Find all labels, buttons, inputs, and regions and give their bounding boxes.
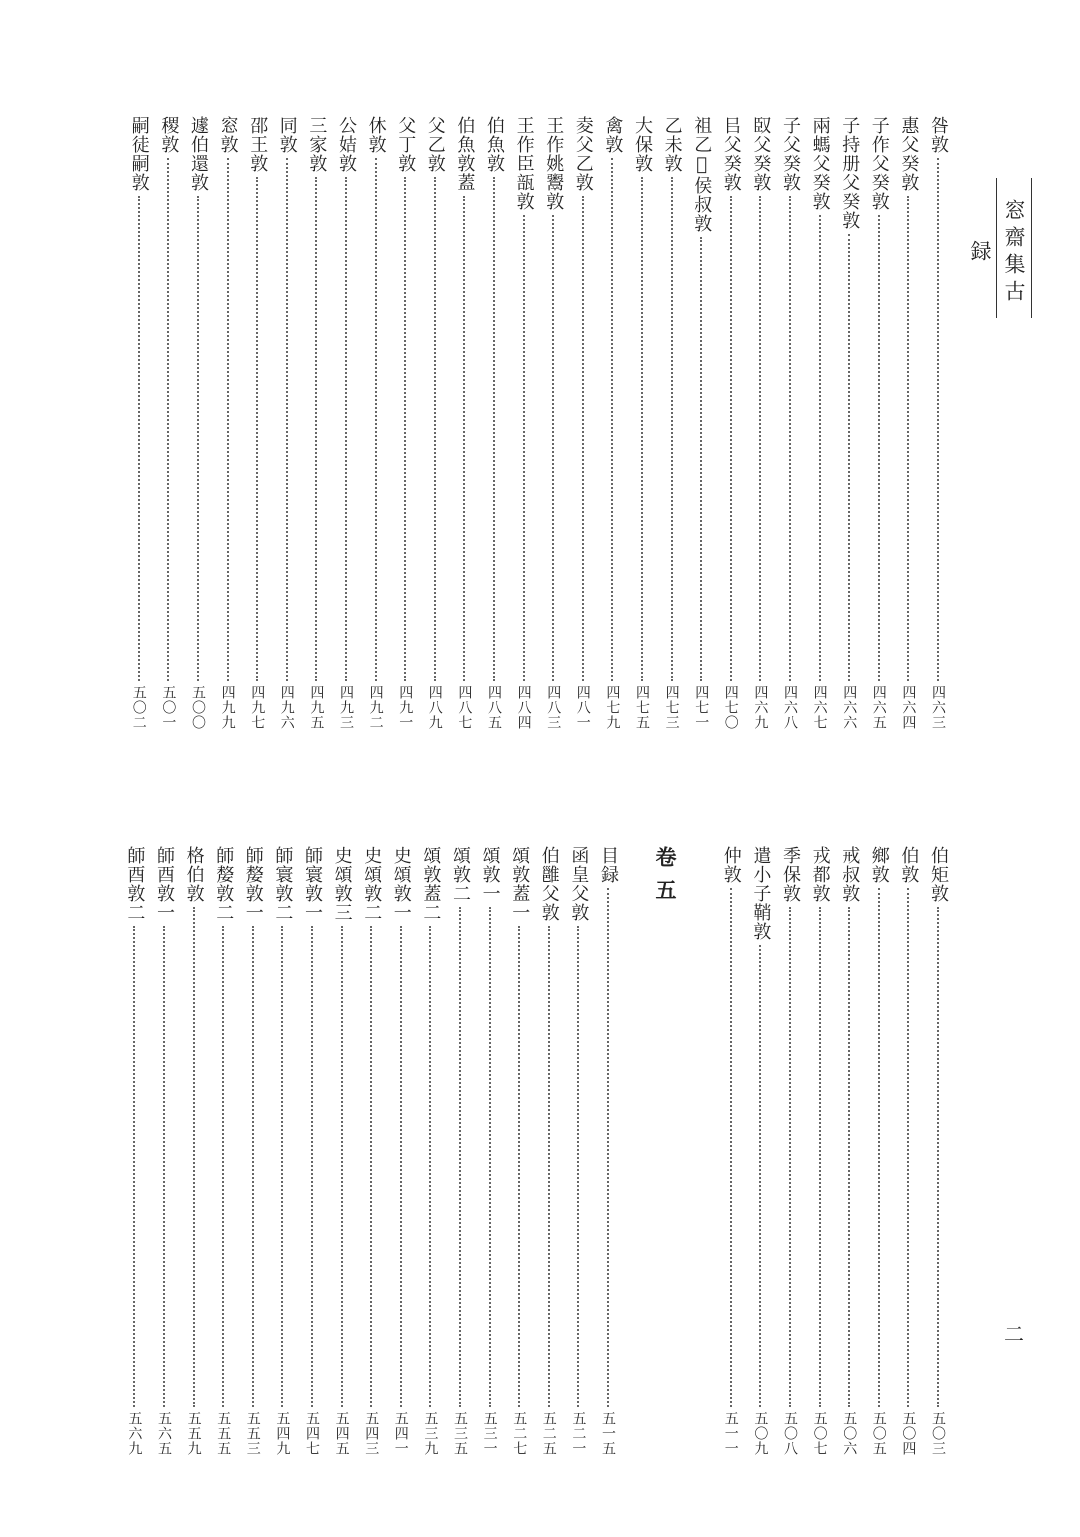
toc-entry [745,116,775,730]
toc-leader-dots [523,215,525,681]
toc-entry-page: 五五五 [215,1411,232,1456]
toc-entry-title: 師嫠敦一 [242,846,264,922]
toc-entry-title: 鄉敦 [868,846,890,884]
toc-entry-page: 五〇二 [130,685,147,730]
toc-entry-title: 函皇父敦 [568,846,590,922]
toc-entry-page: 四九一 [397,685,414,730]
toc-leader-dots [552,215,554,681]
toc-entry [297,846,327,1456]
toc-leader-dots [937,158,939,681]
toc-leader-dots [138,196,140,681]
toc-entry [923,116,953,730]
toc-entry-title: 師酉敦二 [124,846,146,922]
toc-entry [775,846,805,1456]
toc-entry-page: 四九二 [367,685,384,730]
toc-entry-page: 五四九 [274,1411,291,1456]
toc-entry-title: 遣小子鞘敦 [750,846,772,941]
toc-entry [238,846,268,1456]
toc-leader-dots [848,234,850,681]
toc-leader-dots [730,196,732,681]
toc-entry-title: 休敦 [365,116,387,154]
toc-leader-dots [759,945,761,1407]
toc-entry-title: 格伯敦 [183,846,205,903]
toc-leader-dots [400,926,402,1407]
toc-entry [834,846,864,1456]
toc-entry-page: 四七〇 [722,685,739,730]
toc-entry [475,846,505,1456]
toc-entry [272,116,302,730]
toc-leader-dots [375,158,377,681]
toc-entry-page: 五〇四 [900,1411,917,1456]
toc-entry-title: 公姞敦 [336,116,357,173]
toc-entry [504,846,534,1456]
toc-leader-dots [489,907,491,1407]
toc-entry-title: 伯矩敦 [928,846,949,903]
toc-entry [327,846,357,1456]
toc-entry-title: 子持册父癸敦 [839,116,861,230]
toc-entry-title: 父丁敦 [395,116,417,173]
toc-entry [153,116,183,730]
toc-entry [213,116,243,730]
juan-heading-text: 卷五 [653,846,678,912]
toc-entry-page: 五六五 [156,1411,172,1456]
toc-leader-dots [878,215,880,681]
toc-entry [124,116,154,730]
toc-leader-dots [789,907,791,1407]
toc-entry-title: 季保敦 [780,846,801,903]
toc-entry-page: 五〇七 [811,1411,828,1456]
toc-leader-dots [193,907,195,1407]
toc-leader-dots [700,237,702,681]
toc-entry [149,846,179,1456]
toc-entry-title: 仲敦 [720,846,742,884]
toc-entry-page: 四八九 [426,685,443,730]
toc-entry [745,846,775,1456]
toc-entry-page: 五二七 [511,1411,528,1456]
toc-entry-page: 四九五 [308,685,325,730]
toc-entry-page: 五三九 [422,1411,439,1456]
toc-entry-title: 三家敦 [306,116,328,173]
toc-entry-page: 四六四 [900,685,917,730]
toc-leader-dots [518,926,520,1407]
toc-entry-page: 四六六 [841,685,858,730]
toc-leader-dots [848,907,850,1407]
toc-leader-dots [345,177,347,681]
toc-entry [716,846,746,1456]
toc-entry-title: 史頌敦三 [331,846,353,922]
toc-entry-title: 師酉敦一 [154,846,175,922]
toc-entry-title: 大保敦 [632,116,653,173]
toc-entry [420,116,450,730]
toc-leader-dots [730,888,732,1407]
toc-entry-page: 五四五 [333,1411,350,1456]
toc-entry-title: 夌父乙敦 [572,116,594,192]
toc-entry [568,116,598,730]
toc-leader-dots [133,926,135,1407]
toc-entry-title: 戎都敦 [809,846,831,903]
toc-entry [563,846,593,1456]
toc-entry [179,846,209,1456]
toc-entry-page: 四九六 [278,685,295,730]
toc-entry-title: 子父癸敦 [780,116,801,192]
toc-entry [509,116,539,730]
toc-entry [686,116,716,730]
toc-entry-title: 師寰敦二 [272,846,294,922]
toc-leader-dots [315,177,317,681]
toc-entry-title: 王作姚鬻敦 [543,116,565,211]
toc-leader-dots [281,926,283,1407]
page-number: 二 [1004,1322,1024,1346]
toc-entry-page: 四八五 [486,685,502,730]
toc-entry [331,116,361,730]
toc-entry-title: 史頌敦二 [361,846,383,922]
toc-entry [301,116,331,730]
toc-leader-dots [611,158,613,681]
toc-entry-page: 五一一 [722,1411,739,1456]
toc-leader-dots [907,196,909,681]
toc-entry [775,116,805,730]
toc-leader-dots [429,926,431,1407]
toc-leader-dots [577,926,579,1407]
toc-entry-title: 師寰敦一 [302,846,323,922]
toc-entry-page: 四七一 [693,685,710,730]
toc-leader-dots [582,196,584,681]
toc-entry-title: 頌敦蓋二 [420,846,442,922]
toc-entry-page: 四六三 [930,685,946,730]
toc-entry-title: 邵王敦 [247,116,269,173]
toc-leader-dots [819,907,821,1407]
toc-entry [893,116,923,730]
toc-entry-page: 四七九 [604,685,621,730]
toc-entry [386,846,416,1456]
toc-entry-title: 㠯父癸敦 [720,116,742,192]
toc-entry-page: 四七三 [663,685,680,730]
toc-entry-title: 子作父癸敦 [868,116,890,211]
toc-entry-title: 祖乙𩟿侯叔敦 [691,116,713,233]
toc-leader-dots [167,158,169,681]
toc-leader-dots [819,215,821,681]
toc-leader-dots [256,177,258,681]
toc-entry-page: 四八七 [456,685,473,730]
toc-entry-title: 頌敦二 [450,846,471,903]
toc-entry-title: 嗣徒嗣敦 [128,116,150,192]
toc-entry-page: 四八四 [515,685,532,730]
toc-entry-title: 惠父癸敦 [898,116,920,192]
toc-entry-page: 五〇八 [782,1411,798,1456]
toc-entry-title: 史頌敦一 [390,846,412,922]
toc-entry-page: 四九七 [249,685,266,730]
toc-entry [805,846,835,1456]
toc-entry [356,846,386,1456]
toc-entry [208,846,238,1456]
toc-leader-dots [641,177,643,681]
toc-entry-page: 四六八 [782,685,798,730]
toc-entry-title: 窓敦 [217,116,239,154]
toc-entry-page: 四九九 [219,685,236,730]
toc-entry-page: 五〇〇 [190,685,206,730]
toc-entry-page: 五三五 [452,1411,468,1456]
running-head-text: 窓齋集古録 [968,199,1026,307]
toc-entry [119,846,149,1456]
toc-entry-title: 禽敦 [602,116,624,154]
toc-entry-page: 五四一 [392,1411,409,1456]
toc-entry [479,116,509,730]
toc-entry [361,116,391,730]
toc-entry-title: 頌敦一 [479,846,501,903]
toc-entry-title: 王作臣瓿敦 [513,116,535,211]
toc-entry [267,846,297,1456]
toc-entry [657,116,687,730]
toc-leader-dots [607,888,609,1407]
toc-leader-dots [937,907,939,1407]
toc-leader-dots [493,177,495,681]
toc-entry [716,116,746,730]
toc-entry [923,846,953,1456]
toc-entry [390,116,420,730]
toc-leader-dots [671,177,673,681]
toc-entry-page: 四九三 [338,685,354,730]
toc-leader-dots [548,926,550,1407]
toc-entry [593,846,623,1456]
toc-leader-dots [434,177,436,681]
toc-leader-dots [404,177,406,681]
toc-entry-page: 四六五 [870,685,887,730]
toc-leader-dots [286,158,288,681]
toc-entry-page: 五〇一 [160,685,177,730]
toc-entry [445,846,475,1456]
toc-leader-dots [789,196,791,681]
toc-entry [449,116,479,730]
toc-entry [242,116,272,730]
toc-entry-title: 伯敦 [898,846,920,884]
toc-entry-title: 頌敦蓋一 [509,846,531,922]
toc-entry-page: 五〇三 [930,1411,946,1456]
toc-leader-dots [163,926,165,1407]
toc-leader-dots [197,196,199,681]
toc-entry-page: 五二五 [540,1411,557,1456]
toc-entry-page: 四六七 [811,685,828,730]
toc-entry-title: 伯魚敦蓋 [454,116,476,192]
toc-entry-title: 伯雝父敦 [538,846,560,922]
toc-entry-title: 臤父癸敦 [750,116,772,192]
toc-entry-page: 五〇九 [752,1411,769,1456]
toc-entry [893,846,923,1456]
toc-leader-dots [227,158,229,681]
toc-entry-page: 五五九 [185,1411,202,1456]
toc-entry-page: 四八三 [545,685,562,730]
toc-entry-title: 咎敦 [928,116,949,154]
toc-entry-page: 五四三 [363,1411,380,1456]
toc-leader-dots [907,888,909,1407]
toc-entry-page: 五六九 [126,1411,143,1456]
toc-entry-page: 五一五 [600,1411,616,1456]
toc-entry [415,846,445,1456]
toc-entry-title: 師嫠敦二 [213,846,235,922]
toc-entry-page: 五二一 [570,1411,587,1456]
juan-heading [650,846,680,912]
toc-entry [538,116,568,730]
toc-leader-dots [463,196,465,681]
toc-entry-page: 五〇五 [870,1411,887,1456]
toc-entry-title: 目録 [598,846,619,884]
toc-entry-page: 五四七 [304,1411,320,1456]
toc-entry-page: 四六九 [752,685,769,730]
toc-entry-title: 戒叔敦 [839,846,861,903]
toc-leader-dots [459,907,461,1407]
toc-leader-dots [311,926,313,1407]
toc-entry-title: 遽伯還敦 [188,116,209,192]
toc-entry-page: 四七五 [634,685,650,730]
toc-leader-dots [341,926,343,1407]
toc-entry-title: 兩螞父癸敦 [809,116,831,211]
toc-leader-dots [252,926,254,1407]
toc-entry-page: 五五三 [244,1411,261,1456]
toc-entry-page: 五〇六 [841,1411,858,1456]
toc-entry-page: 四八一 [574,685,591,730]
toc-entry [864,846,894,1456]
toc-entry-title: 稷敦 [158,116,180,154]
toc-entry [183,116,213,730]
toc-leader-dots [222,926,224,1407]
toc-leader-dots [878,888,880,1407]
toc-leader-dots [759,196,761,681]
running-head [968,178,1032,318]
toc-entry-page: 五三一 [481,1411,498,1456]
toc-entry [597,116,627,730]
toc-entry-title: 同敦 [276,116,298,154]
toc-entry [534,846,564,1456]
toc-entry-title: 父乙敦 [424,116,446,173]
toc-leader-dots [370,926,372,1407]
toc-entry-title: 伯魚敦 [484,116,505,173]
toc-entry [834,116,864,730]
toc-entry-title: 乙未敦 [661,116,683,173]
toc-entry [805,116,835,730]
toc-entry [627,116,657,730]
toc-entry [864,116,894,730]
